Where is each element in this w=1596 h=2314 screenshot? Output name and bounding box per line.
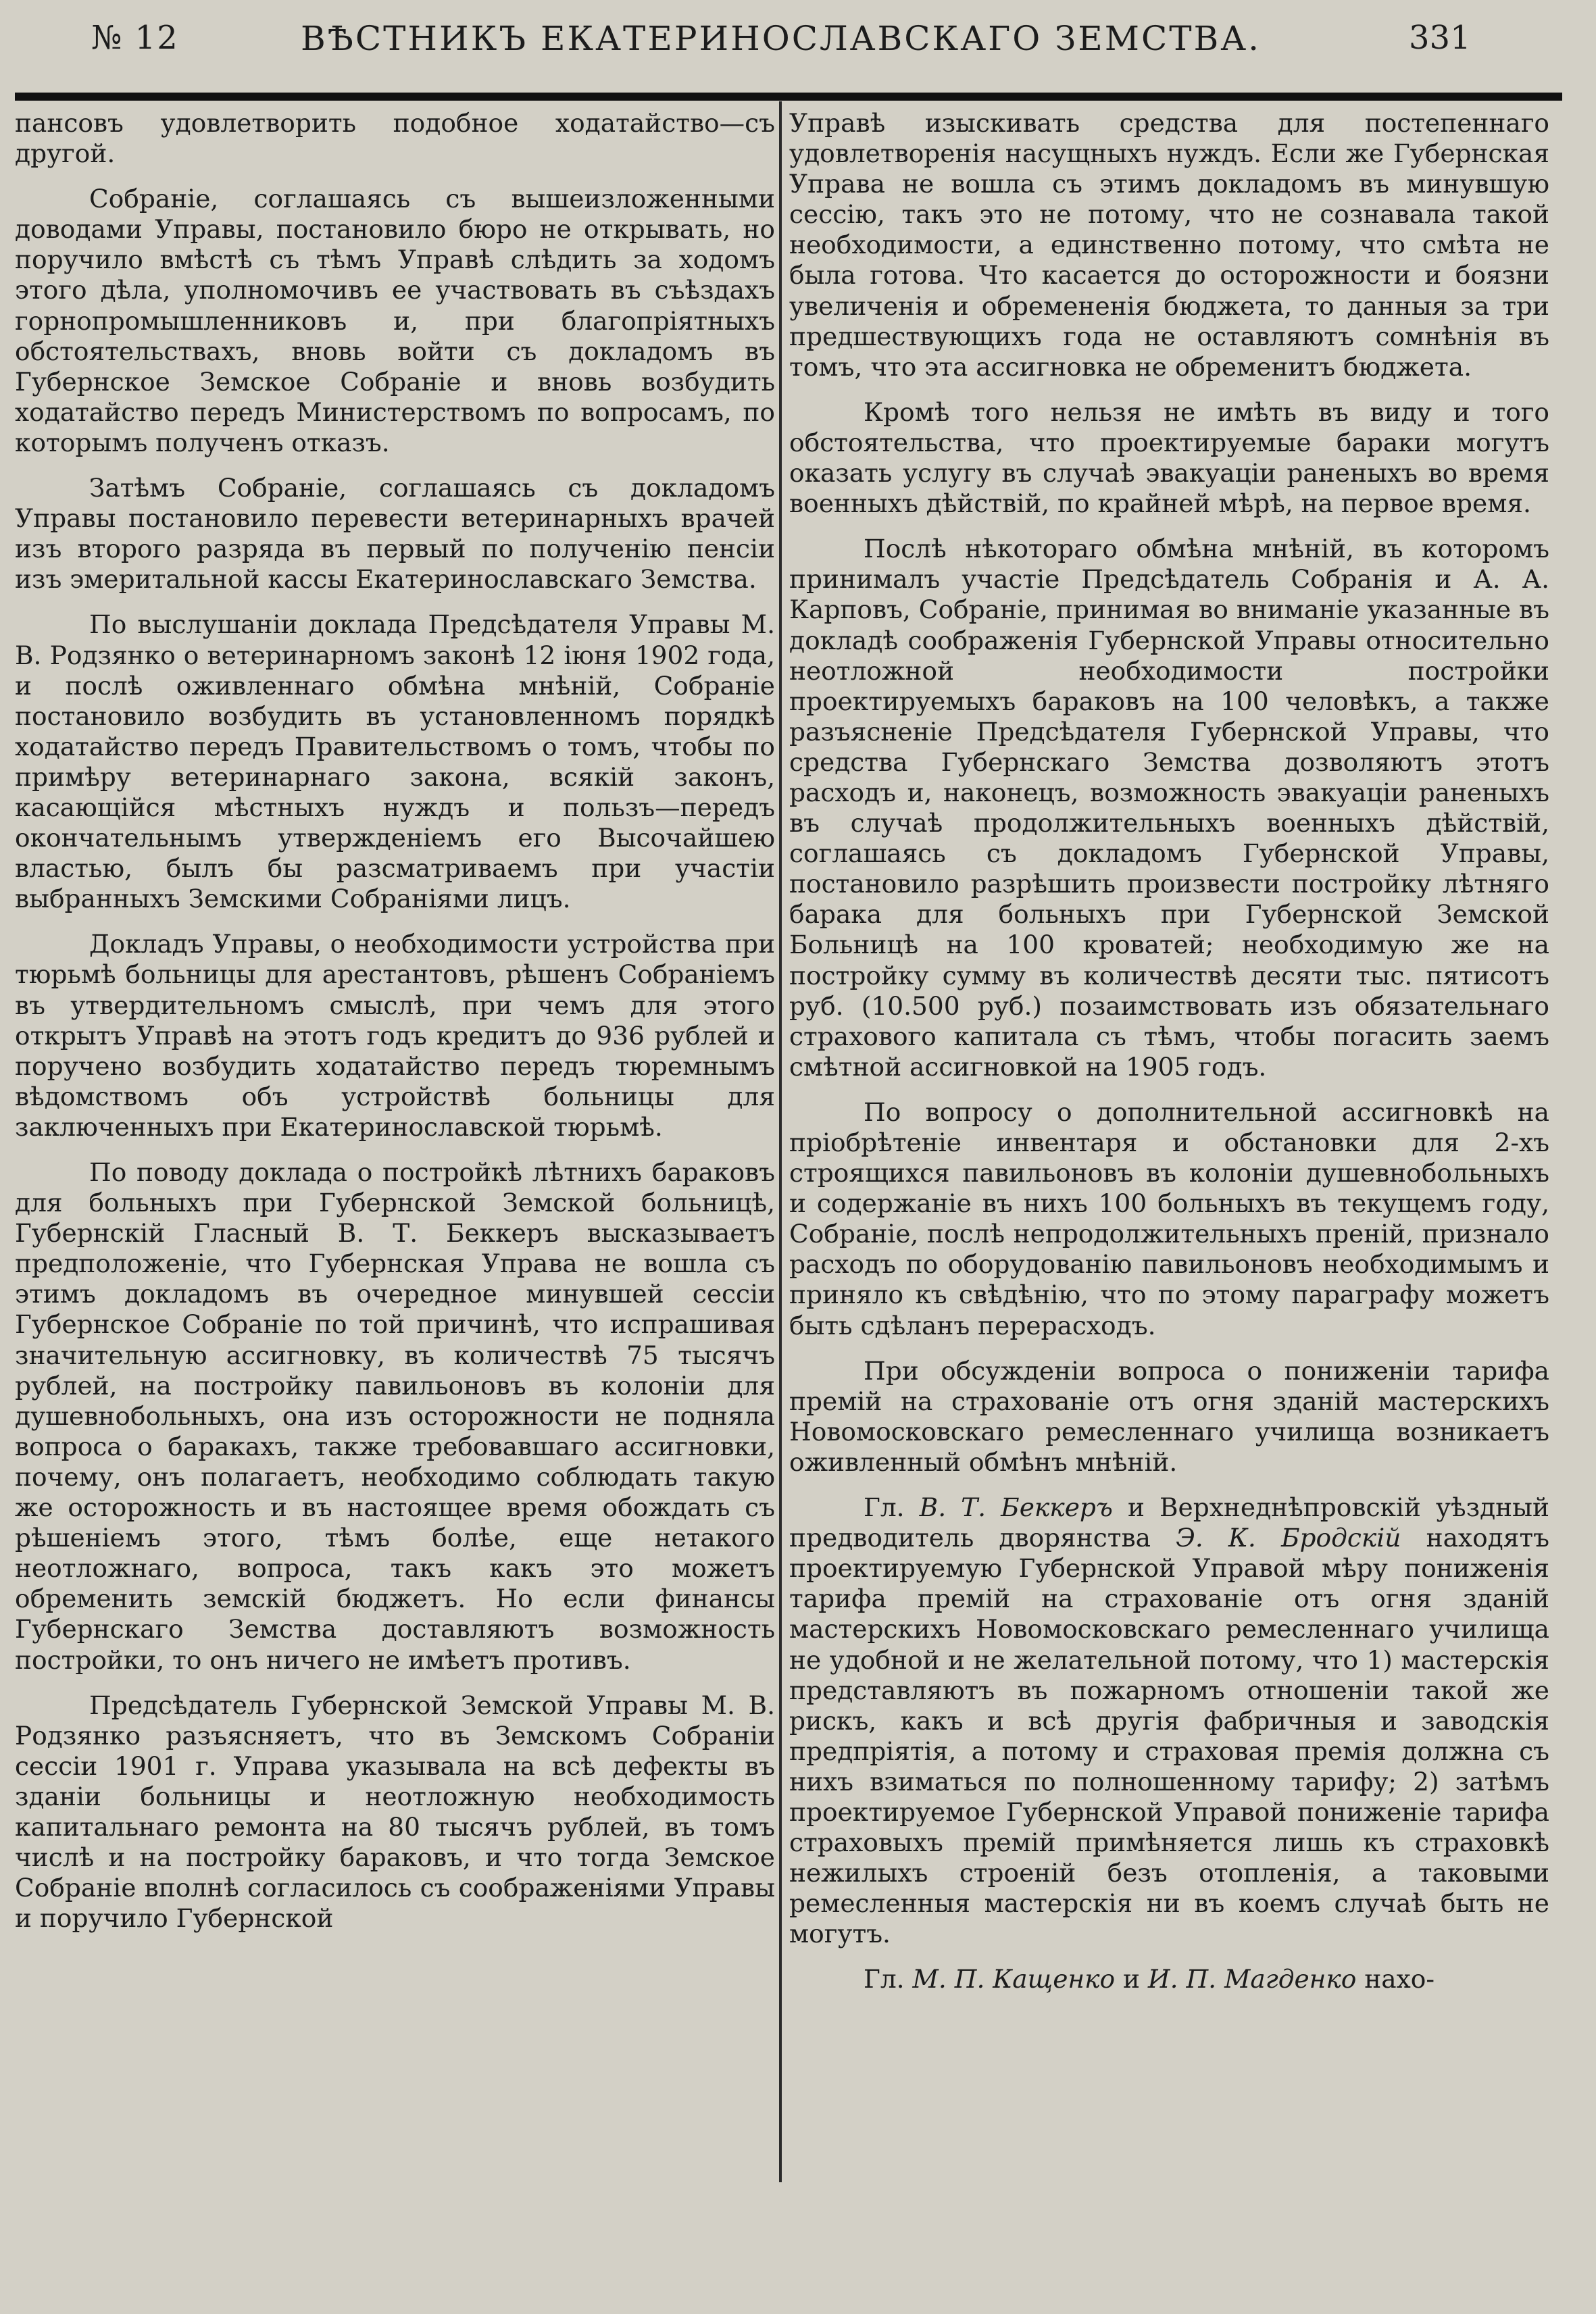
text: и Верхнеднѣпровскій уѣздный предводитель дворянства — [789, 1492, 1550, 1553]
text: находятъ проектируемую Губернской Управой мѣру пониженія тарифа премій на страхованіе отъ огня зданій мастерскихъ Новомосковскаго ремесленнаго училища не удобной и не желательной потому, что 1) мастерскія представляютъ въ пожарномъ отношеніи такой же рискъ, какъ и всѣ другія фабричныя и заводскія предпріятія, а потому и страховая премія должна съ нихъ взиматься по полношенному тарифу; 2) затѣмъ проектируемое Губернской Управой пониженіе тарифа страховыхъ премій примѣняется лишь къ страховкѣ нежилыхъ строеній безъ отопленія, а таковыми ремесленныя мастерскія ни въ коемъ случаѣ быть не могутъ. — [789, 1523, 1550, 1949]
right-column — [789, 108, 1549, 2010]
paragraph: пансовъ удовлетворить подобное ходатайство—съ другой. — [15, 108, 775, 169]
paragraph: По поводу доклада о постройкѣ лѣтнихъ бараковъ для больныхъ при Губернской Земской больницѣ, Губернскій Гласный В. Т. Беккеръ высказываетъ предположеніе, что Губернская Управа не вошла съ этимъ докладомъ въ очередное минувшей сессіи Губернское Собраніе по той причинѣ, что испрашивая значительную ассигновку, въ количествѣ 75 тысячъ рублей, на постройку павильоновъ въ колоніи для душевнобольныхъ, она изъ осторожности не подняла вопроса о баракахъ, также требовавшаго ассигновки, почему, онъ полагаетъ, необходимо соблюдать такую же осторожность и въ настоящее время обождать съ рѣшеніемъ этого, тѣмъ болѣе, еще нетакого неотложнаго, вопроса, такъ какъ это можетъ обременить земскій бюджетъ. Но если финансы Губернскаго Земства доставляютъ возможность постройки, то онъ ничего не имѣетъ противъ. — [15, 1157, 775, 1675]
text: нахо- — [1364, 1964, 1435, 1994]
speaker-name: Э. К. Бродскій — [1176, 1523, 1401, 1553]
paragraph — [789, 1964, 1549, 1994]
speaker-name: М. П. Кащенко — [912, 1964, 1116, 1994]
paragraph: Послѣ нѣкотораго обмѣна мнѣній, въ которомъ принималъ участіе Предсѣдатель Собранія и А. А. Карповъ, Собраніе, принимая во вниманіе указанные въ докладѣ соображенія Губернской Управы относительно неотложной необходимости постройки проектируемыхъ бараковъ на 100 человѣкъ, а также разъясненіе Предсѣдателя Губернской Управы, что средства Губернскаго Земства дозволяютъ этотъ расходъ и, наконецъ, возможность эвакуаціи раненыхъ въ случаѣ продолжительныхъ военныхъ дѣйствій, соглашаясь съ докладомъ Губернской Управы, постановило разрѣшить произвести постройку лѣтняго барака для больныхъ при Губернской Земской Больницѣ на 100 кроватей; необходимую же на постройку сумму въ количествѣ десяти тыс. пятисотъ руб. (10.500 руб.) позаимствовать изъ обязательнаго страхового капитала съ тѣмъ, чтобы погасить заемъ смѣтной ассигновкой на 1905 годъ. — [789, 534, 1549, 1082]
paragraph: Собраніе, соглашаясь съ вышеизложенными доводами Управы, постановило бюро не открывать, но поручило вмѣстѣ съ тѣмъ Управѣ слѣдить за ходомъ этого дѣла, уполномочивъ ее участвовать въ съѣздахъ горнопромышленниковъ и, при благопріятныхъ обстоятельствахъ, вновь войти съ докладомъ въ Губернское Земское Собраніе и вновь возбудить ходатайство передъ Министерствомъ по вопросамъ, по которымъ полученъ отказъ. — [15, 184, 775, 457]
issue-number: № 12 — [91, 19, 179, 57]
text: Гл. — [864, 1964, 905, 1994]
speaker-name: И. П. Магденко — [1147, 1964, 1357, 1994]
page-header — [0, 19, 1596, 66]
page-number: 331 — [1409, 19, 1471, 57]
left-column — [15, 108, 775, 1948]
paragraph: Затѣмъ Собраніе, соглашаясь съ докладомъ Управы постановило перевести ветеринарныхъ врачей изъ второго разряда въ первый по полученію пенсіи изъ эмеритальной кассы Екатеринославскаго Земства. — [15, 473, 775, 595]
paragraph: Кромѣ того нельзя не имѣть въ виду и того обстоятельства, что проектируемые бараки могутъ оказать услугу въ случаѣ эвакуаціи раненыхъ во время военныхъ дѣйствій, по крайней мѣрѣ, на первое время. — [789, 397, 1549, 519]
paragraph — [789, 1492, 1549, 1949]
paragraph: По выслушаніи доклада Предсѣдателя Управы М. В. Родзянко о ветеринарномъ законѣ 12 іюня 1902 года, и послѣ оживленнаго обмѣна мнѣній, Собраніе постановило возбудить въ установленномъ порядкѣ ходатайство передъ Правительствомъ о томъ, чтобы по примѣру ветеринарнаго закона, всякій законъ, касающійся мѣстныхъ нуждъ и пользъ—передъ окончательнымъ утвержденіемъ его Высочайшею властью, былъ бы разсматриваемъ при участіи выбранныхъ Земскими Собраніями лицъ. — [15, 609, 775, 914]
paragraph: Предсѣдатель Губернской Земской Управы М. В. Родзянко разъясняетъ, что въ Земскомъ Собраніи сессіи 1901 г. Управа указывала на всѣ дефекты въ зданіи больницы и неотложную необходимость капитальнаго ремонта на 80 тысячъ рублей, въ томъ числѣ и на постройку бараковъ, и что тогда Земское Собраніе вполнѣ согласилось съ соображеніями Управы и поручило Губернской — [15, 1690, 775, 1934]
text: Гл. — [864, 1492, 905, 1523]
header-rule — [15, 93, 1562, 101]
column-divider — [779, 101, 782, 2182]
journal-title: ВѢСТНИКЪ ЕКАТЕРИНОСЛАВСКАГО ЗЕМСТВА. — [301, 19, 1262, 58]
paragraph: Докладъ Управы, о необходимости устройства при тюрьмѣ больницы для арестантовъ, рѣшенъ Собраніемъ въ утвердительномъ смыслѣ, при чемъ для этого открытъ Управѣ на этотъ годъ кредитъ до 936 рублей и поручено возбудить ходатайство передъ тюремнымъ вѣдомствомъ объ устройствѣ больницы для заключенныхъ при Екатеринославской тюрьмѣ. — [15, 929, 775, 1142]
paragraph: По вопросу о дополнительной ассигновкѣ на пріобрѣтеніе инвентаря и обстановки для 2-хъ строящихся павильоновъ въ колоніи душевнобольныхъ и содержаніе въ нихъ 100 больныхъ въ текущемъ году, Собраніе, послѣ непродолжительныхъ преній, признало расходъ по оборудованію павильоновъ необходимымъ и приняло къ свѣдѣнію, что по этому параграфу можетъ быть сдѣланъ перерасходъ. — [789, 1097, 1549, 1340]
text: и — [1122, 1964, 1140, 1994]
speaker-name: В. Т. Беккеръ — [919, 1492, 1113, 1523]
paragraph: Управѣ изыскивать средства для постепеннаго удовлетворенія насущныхъ нуждъ. Если же Губернская Управа не вошла съ этимъ докладомъ въ минувшую сессію, такъ это не потому, что не сознавала такой необходимости, а единственно потому, что смѣта не была готова. Что касается до осторожности и боязни увеличенія и обремененія бюджета, то данныя за три предшествующихъ года не оставляютъ сомнѣнія въ томъ, что эта ассигновка не обременитъ бюджета. — [789, 108, 1549, 382]
paragraph: При обсужденіи вопроса о пониженіи тарифа премій на страхованіе отъ огня зданій мастерскихъ Новомосковскаго ремесленнаго училища возникаетъ оживленный обмѣнъ мнѣній. — [789, 1355, 1549, 1477]
